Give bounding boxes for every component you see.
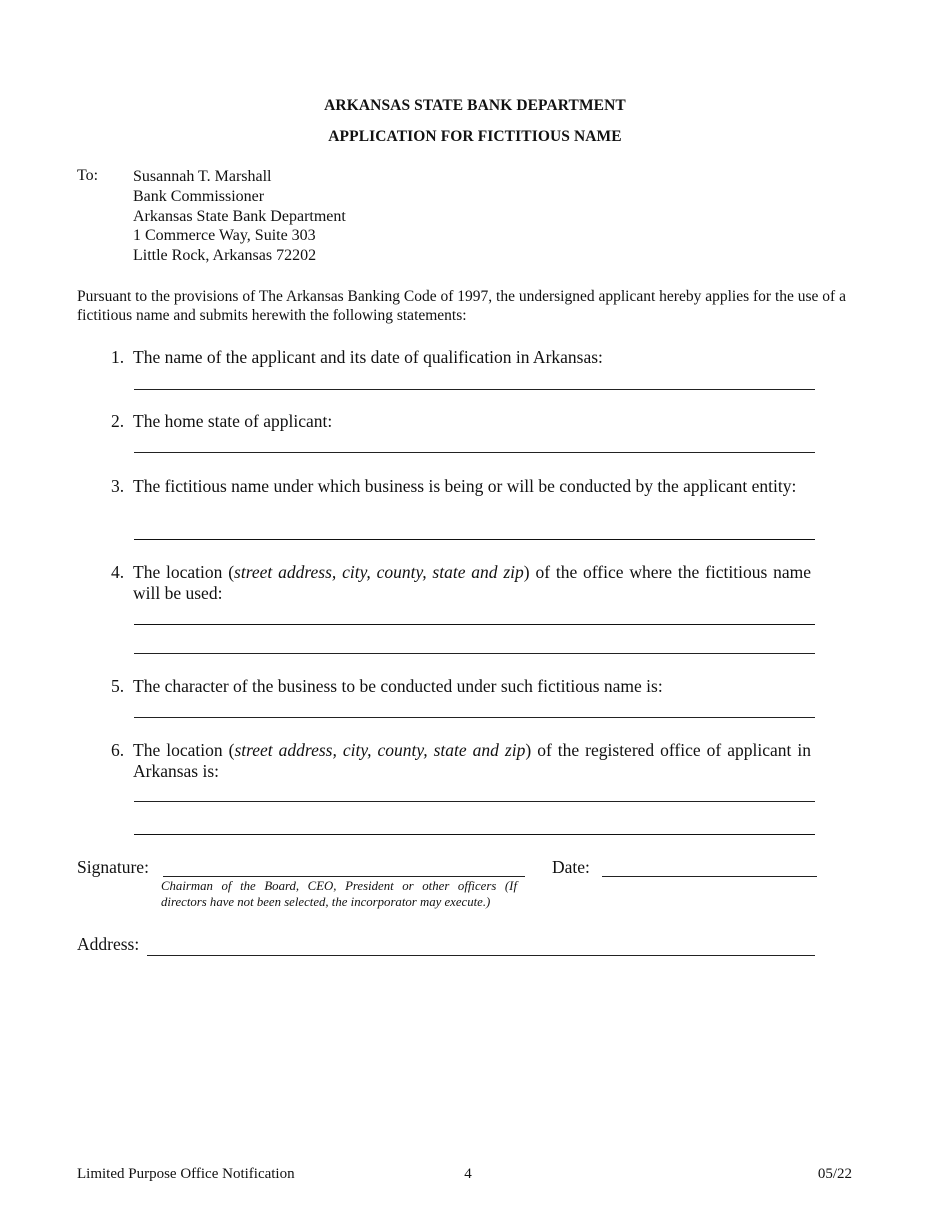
question-4-text-after: ) of the office where the fictitious name will be used:: [133, 562, 812, 603]
footer-form-name: Limited Purpose Office Notification: [77, 1166, 295, 1182]
question-6-text: [133, 740, 811, 782]
question-2-answer-line[interactable]: [134, 452, 815, 453]
signature-label: Signature:: [77, 857, 149, 877]
question-5-answer-line[interactable]: [134, 717, 815, 718]
signature-note: Chairman of the Board, CEO, President or other officers (If directors have not been selected, the incorporator may execute.): [161, 879, 517, 909]
question-1-text: The name of the applicant and its date of qualification in Arkansas:: [133, 347, 603, 367]
question-4-text: [133, 562, 811, 604]
address-label: Address:: [77, 934, 140, 954]
recipient-street: 1 Commerce Way, Suite 303: [133, 227, 316, 245]
date-label: Date:: [552, 857, 590, 877]
recipient-city: Little Rock, Arkansas 72202: [133, 247, 317, 265]
address-line[interactable]: [147, 955, 815, 956]
question-6-answer-line-2[interactable]: [134, 834, 815, 835]
intro-paragraph: Pursuant to the provisions of The Arkansas Banking Code of 1997, the undersigned applicant hereby applies for the use of a fictitious name and submits herewith the following statements:: [77, 288, 846, 324]
question-3-answer-line[interactable]: [134, 539, 815, 540]
recipient-title: Bank Commissioner: [133, 187, 265, 205]
question-6-answer-line-1[interactable]: [134, 801, 815, 802]
question-5-number: 5.: [111, 676, 125, 696]
question-5-text: The character of the business to be conducted under such fictitious name is:: [133, 676, 663, 696]
recipient-address: [133, 167, 346, 266]
question-3-number: 3.: [111, 476, 125, 496]
question-1-number: 1.: [111, 347, 125, 367]
date-line[interactable]: [602, 876, 817, 877]
department-title: ARKANSAS STATE BANK DEPARTMENT: [324, 97, 626, 114]
question-4-text-before: The location (: [133, 562, 235, 582]
footer-page-number: 4: [464, 1166, 472, 1182]
form-title: APPLICATION FOR FICTITIOUS NAME: [328, 128, 622, 145]
question-4-text-italic: street address, city, county, state and zip: [234, 562, 524, 582]
recipient-department: Arkansas State Bank Department: [133, 207, 346, 225]
to-label: To:: [77, 167, 99, 184]
question-4-number: 4.: [111, 562, 125, 582]
signature-line[interactable]: [163, 876, 525, 877]
question-3-text: The fictitious name under which business is being or will be conducted by the applicant entity:: [133, 476, 797, 496]
question-6-text-after: ) of the registered office of applicant in Arkansas is:: [133, 740, 812, 781]
question-6-text-before: The location (: [133, 740, 235, 760]
question-1-answer-line[interactable]: [134, 389, 815, 390]
question-4-answer-line-2[interactable]: [134, 653, 815, 654]
question-6-text-italic: street address, city, county, state and zip: [234, 740, 526, 760]
question-2-number: 2.: [111, 411, 125, 431]
question-6-number: 6.: [111, 740, 125, 760]
question-2-text: The home state of applicant:: [133, 411, 333, 431]
recipient-name: Susannah T. Marshall: [133, 168, 272, 185]
question-4-answer-line-1[interactable]: [134, 624, 815, 625]
footer-revision-date: 05/22: [817, 1166, 852, 1182]
